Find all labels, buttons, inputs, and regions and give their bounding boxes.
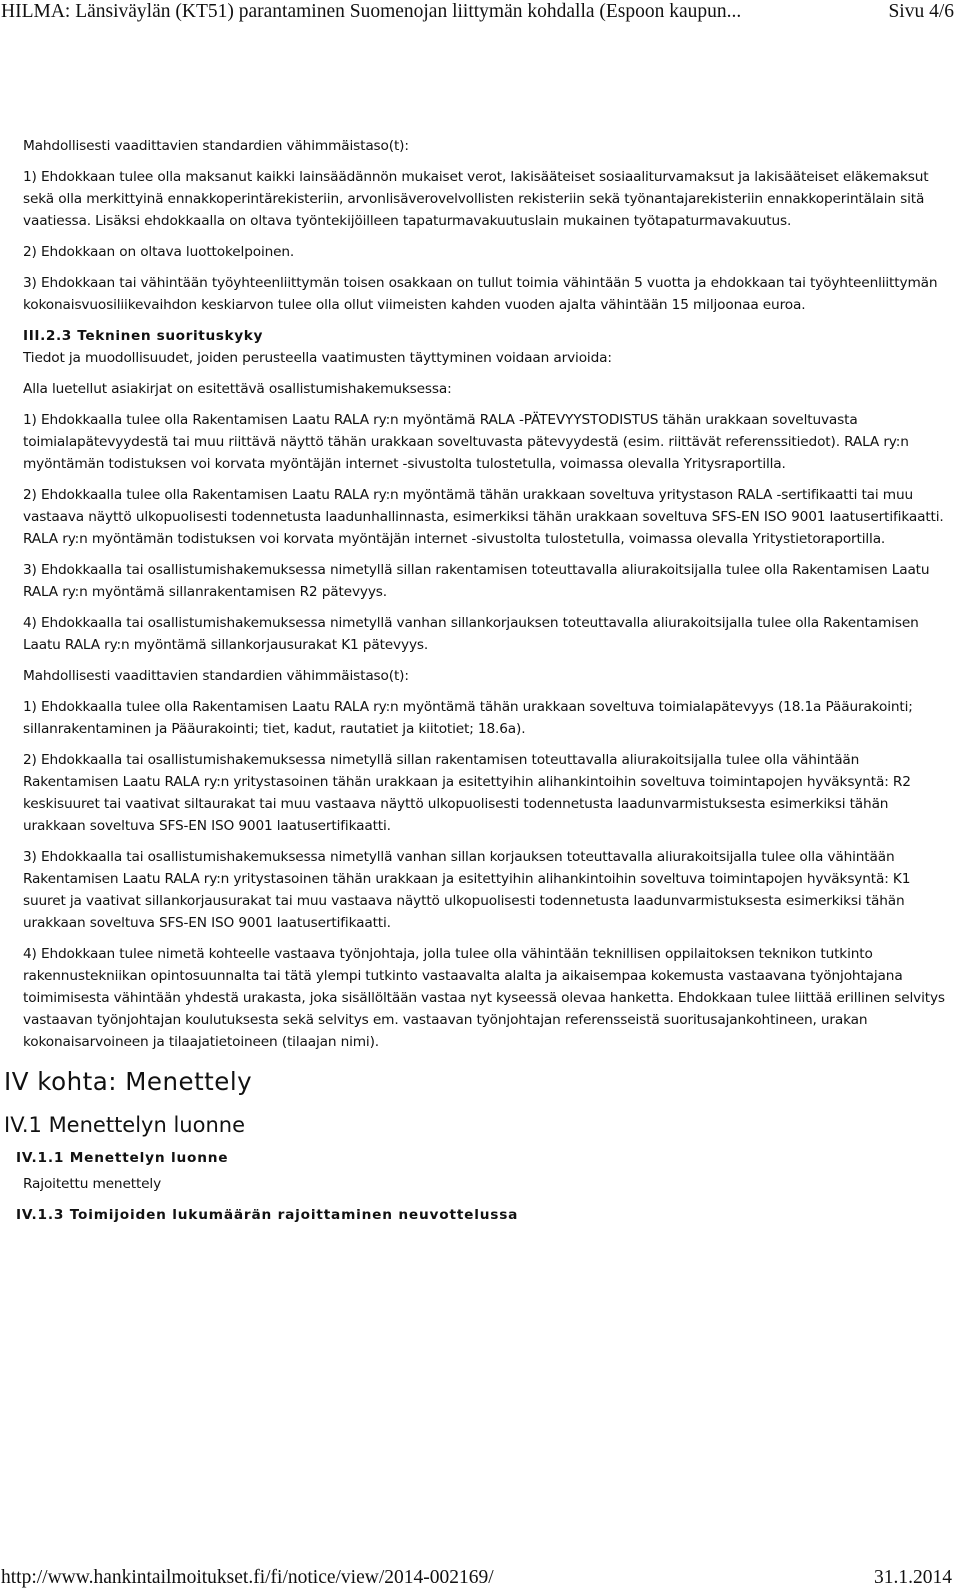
- paragraph: 1) Ehdokkaalla tulee olla Rakentamisen Laatu RALA ry:n myöntämä tähän urakkaan soveltuva toimialapätevyys (18.1a Pääurakointi; sillanrakentaminen ja Pääurakointi; tiet, kadut, rautatiet ja kiitotiet; 18.6a).: [23, 699, 913, 737]
- paragraph: Mahdollisesti vaadittavien standardien vähimmäistaso(t):: [23, 138, 409, 154]
- section-heading-iv-1: IV.1 Menettelyn luonne: [4, 1113, 245, 1137]
- print-date: 31.1.2014: [874, 1567, 952, 1588]
- print-header: [0, 0, 960, 30]
- paragraph: 2) Ehdokkaan on oltava luottokelpoinen.: [23, 244, 295, 260]
- paragraph: 4) Ehdokkaalla tai osallistumishakemuksessa nimetyllä vanhan sillankorjauksen toteuttavalla aliurakoitsijalla tulee olla Rakentamisen Laatu RALA ry:n myöntämä sillankorjausurakat K1 pätevyys.: [23, 615, 919, 653]
- section-heading-iv-1-3: IV.1.3 Toimijoiden lukumäärän rajoittaminen neuvottelussa: [16, 1207, 519, 1223]
- page-number: Sivu 4/6: [888, 1, 954, 22]
- paragraph: 4) Ehdokkaan tulee nimetä kohteelle vastaava työnjohtaja, jolla tulee olla vähintään teknillisen oppilaitoksen teknikon tutkinto rakennustekniikan opintosuunnalta tai tätä ylempi tutkinto vastaavalta alalta ja aikaisempaa kokemusta vastaavana työnjohtajana toimimisesta vähintään yhdestä urakasta, joka sisällöltään vastaa nyt kyseessä olevaa hanketta. Ehdokkaan tulee liittää erillinen selvitys vastaavan työnjohtajan koulutuksesta sekä selvitys em. vastaavan työnjohtajan referensseistä suoritusajankohtineen, urakan kokonaisarvoineen ja tilaajatietoineen (tilaajan nimi).: [23, 946, 945, 1050]
- section-heading-iv: IV kohta: Menettely: [4, 1067, 253, 1096]
- paragraph: Mahdollisesti vaadittavien standardien vähimmäistaso(t):: [23, 668, 409, 684]
- paragraph: 3) Ehdokkaan tai vähintään työyhteenliittymän toisen osakkaan on tullut toimia vähintään 5 vuotta ja ehdokkaan tai työyhteenliittymän kokonaisvuosiliikevaihdon keskiarvon tulee olla ollut viimeisten kahden vuoden ajalta vähintään 15 miljoonaa euroa.: [23, 275, 938, 313]
- notice-content: [4, 135, 948, 1230]
- paragraph: 2) Ehdokkaalla tulee olla Rakentamisen Laatu RALA ry:n myöntämä tähän urakkaan soveltuva yritystason RALA -sertifikaatti tai muu vastaava näyttö ulkopuolisesti todennetusta laadunhallinnasta, esimerkiksi tähän urakkaan soveltuva SFS-EN ISO 9001 laatusertifikaatti. RALA ry:n myöntämän todistuksen voi korvata myöntäjän internet -sivustolta tulostetulla, voimassa olevalla Yritystietoraportilla.: [23, 487, 944, 547]
- page-title: HILMA: Länsiväylän (KT51) parantaminen Suomenojan liittymän kohdalla (Espoon kaupun...: [1, 1, 742, 22]
- paragraph: Tiedot ja muodollisuudet, joiden perusteella vaatimusten täyttyminen voidaan arvioida:: [23, 350, 612, 366]
- paragraph: 1) Ehdokkaan tulee olla maksanut kaikki lainsäädännön mukaiset verot, lakisääteiset sosiaaliturvamaksut ja lakisääteiset eläkemaksut sekä olla merkittyinä ennakkoperintärekisteriin, arvonlisäverovelvollisten rekisteriin sekä työnantajarekisteriin ennakkoperintälain sitä vaatiessa. Lisäksi ehdokkaalla on oltava työntekijöilleen tapaturmavakuutuslain mukainen työtapaturmavakuutus.: [23, 169, 929, 229]
- paragraph: 1) Ehdokkaalla tulee olla Rakentamisen Laatu RALA ry:n myöntämä RALA -PÄTEVYYSTODISTUS tähän urakkaan soveltuvasta toimialapätevyydestä tai muu riittävä näyttö tähän urakkaan soveltuvasta pätevyydestä (esim. riittävät referenssitiedot). RALA ry:n myöntämän todistuksen voi korvata myöntäjän internet -sivustolta tulostetulla, voimassa olevalla Yritysraportilla.: [23, 412, 909, 472]
- paragraph: Alla luetellut asiakirjat on esitettävä osallistumishakemuksessa:: [23, 381, 452, 397]
- paragraph: Rajoitettu menettely: [23, 1176, 162, 1192]
- paragraph: 3) Ehdokkaalla tai osallistumishakemuksessa nimetyllä vanhan sillan korjauksen toteuttavalla aliurakoitsijalla tulee olla vähintään Rakentamisen Laatu RALA ry:n yritystasoinen tähän urakkaan ja esitettyihin alihankintoihin soveltuva toimintapojen hyväksyntä: K1 suuret ja vaativat sillankorjausurakat tai muu vastaava näyttö ulkopuolisesti todennetusta laadunvarmistuksesta esimerkiksi tähän urakkaan soveltuva SFS-EN ISO 9001 laatusertifikaatti.: [23, 849, 911, 931]
- paragraph: 2) Ehdokkaalla tai osallistumishakemuksessa nimetyllä sillan rakentamisen toteuttavalla aliurakoitsijalla tulee olla vähintään Rakentamisen Laatu RALA ry:n yritystasoinen tähän urakkaan ja esitettyihin alihankintoihin soveltuva toimintapojen hyväksyntä: R2 keskisuuret tai vaativat siltaurakat tai muu vastaava näyttö ulkopuolisesti todennetusta laadunvarmistuksesta esimerkiksi tähän urakkaan soveltuva SFS-EN ISO 9001 laatusertifikaatti.: [23, 752, 911, 834]
- section-heading-iii-2-3: III.2.3 Tekninen suorituskyky: [23, 328, 263, 344]
- print-footer: [0, 1566, 960, 1591]
- paragraph: 3) Ehdokkaalla tai osallistumishakemuksessa nimetyllä sillan rakentamisen toteuttavalla aliurakoitsijalla tulee olla Rakentamisen Laatu RALA ry:n myöntämä sillanrakentamisen R2 pätevyys.: [23, 562, 930, 600]
- page-url: http://www.hankintailmoitukset.fi/fi/notice/view/2014-002169/: [1, 1567, 494, 1588]
- section-heading-iv-1-1: IV.1.1 Menettelyn luonne: [16, 1150, 229, 1166]
